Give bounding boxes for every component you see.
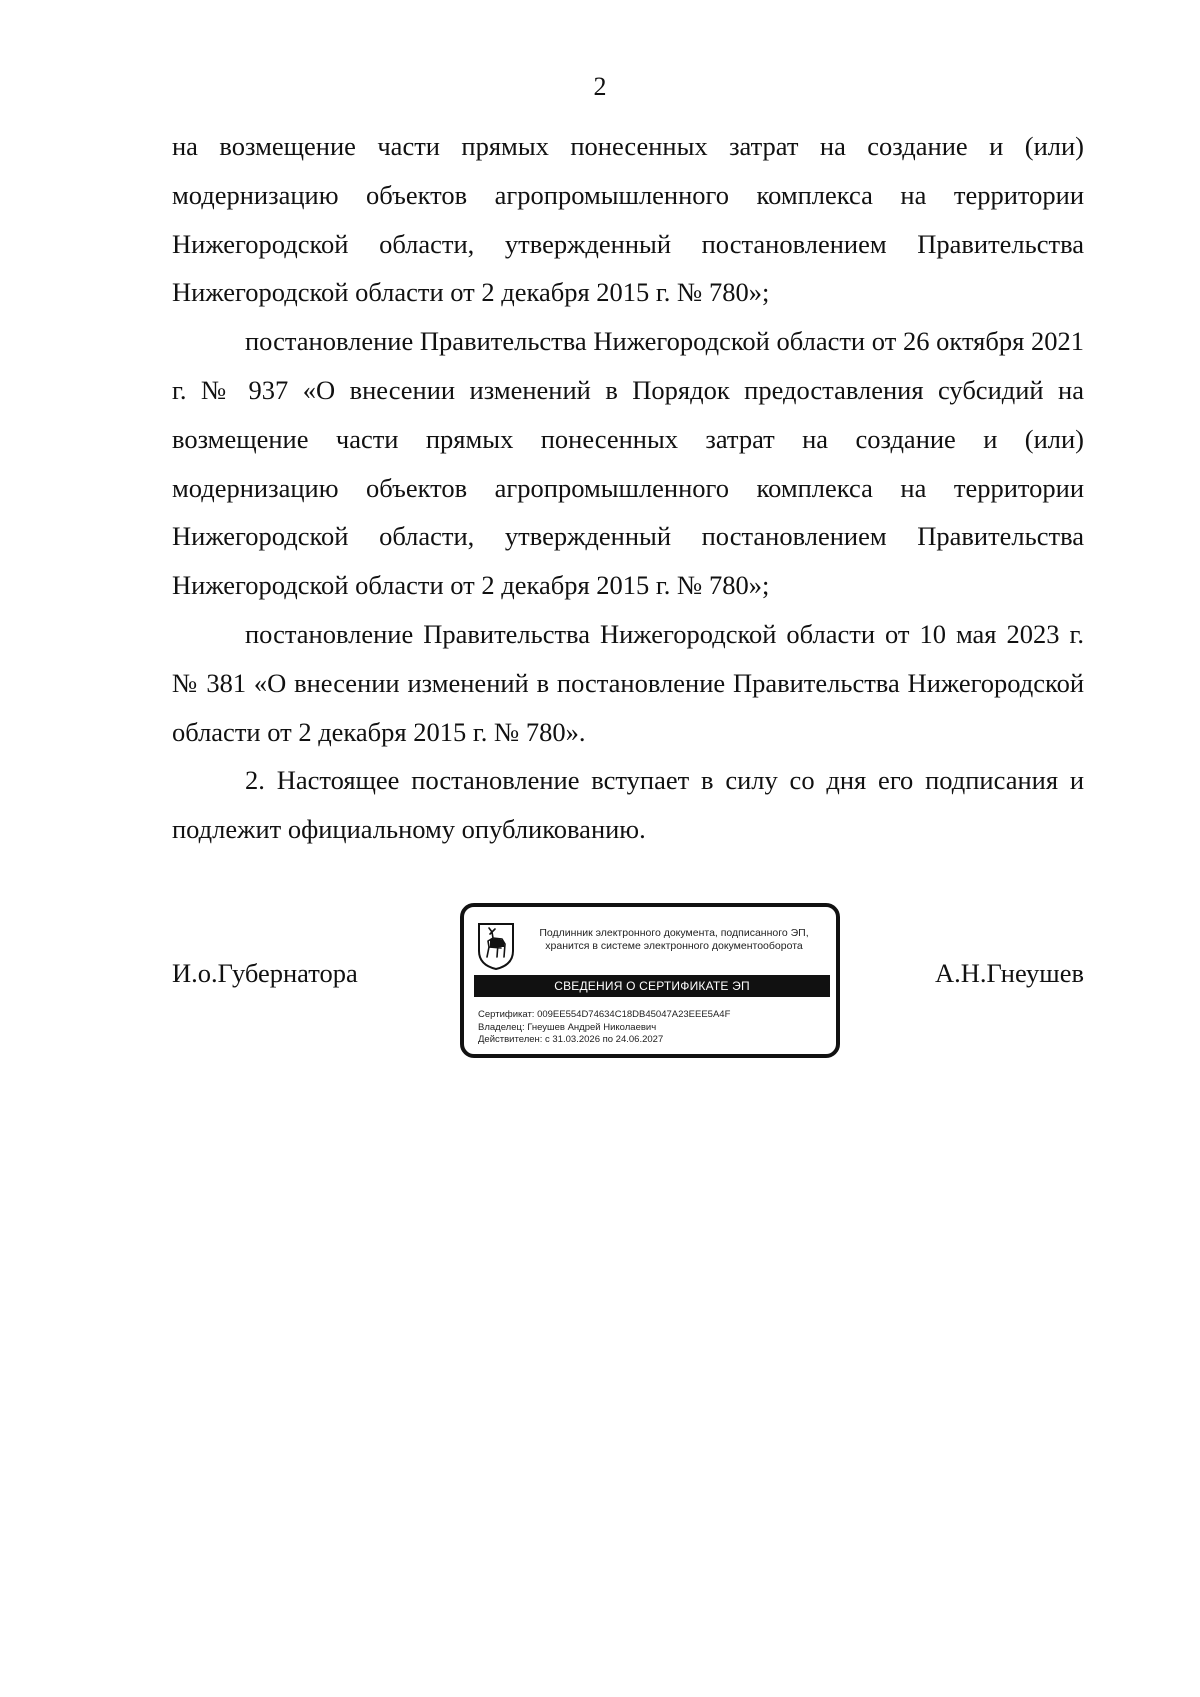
signer-name: А.Н.Гнеушев	[934, 958, 1084, 988]
certificate-number: Сертификат: 009EE554D74634C18DB45047A23EEE5A4F	[478, 1009, 731, 1020]
document-body	[172, 122, 1084, 854]
paragraph-effective-date: 2. Настоящее постановление вступает в силу со дня его подписания и подлежит официальному опубликованию.	[172, 765, 1084, 845]
stamp-notice	[524, 927, 824, 953]
certificate-owner: Владелец: Гнеушев Андрей Николаевич	[478, 1021, 657, 1033]
stamp-notice-line: Подлинник электронного документа, подписанного ЭП,	[539, 927, 809, 939]
signer-title: И.о.Губернатора	[172, 958, 358, 988]
paragraph-resolution-937: постановление Правительства Нижегородской области от 26 октября 2021 г. № 937 «О внесении изменений в Порядок предоставления субсидий на возмещение части прямых понесенных затрат на создание и (или) модернизацию объектов агропромышленного комплекса на территории Нижегородской области, утвержденный постановлением Правительства Нижегородской области от 2 декабря 2015 г. № 780»;	[172, 326, 1084, 601]
stamp-certificate-details	[478, 1009, 828, 1047]
page-number: 2	[593, 72, 607, 101]
certificate-validity: Действителен: с 31.03.2026 по 24.06.2027	[478, 1034, 664, 1045]
stamp-notice-line: хранится в системе электронного документооборота	[545, 940, 803, 952]
paragraph-resolution-381: постановление Правительства Нижегородской области от 10 мая 2023 г. № 381 «О внесении изменений в постановление Правительства Нижегородской области от 2 декабря 2015 г. № 780».	[172, 618, 1084, 747]
electronic-signature-stamp	[460, 903, 840, 1058]
paragraph-continuation: на возмещение части прямых понесенных затрат на создание и (или) модернизацию объектов агропромышленного комплекса на территории Нижегородской области, утвержденный постановлением Правительства Нижегородской области от 2 декабря 2015 г. № 780»;	[172, 131, 1084, 308]
stamp-header-bar: СВЕДЕНИЯ О СЕРТИФИКАТЕ ЭП	[474, 975, 830, 997]
deer-emblem-icon	[476, 921, 516, 971]
